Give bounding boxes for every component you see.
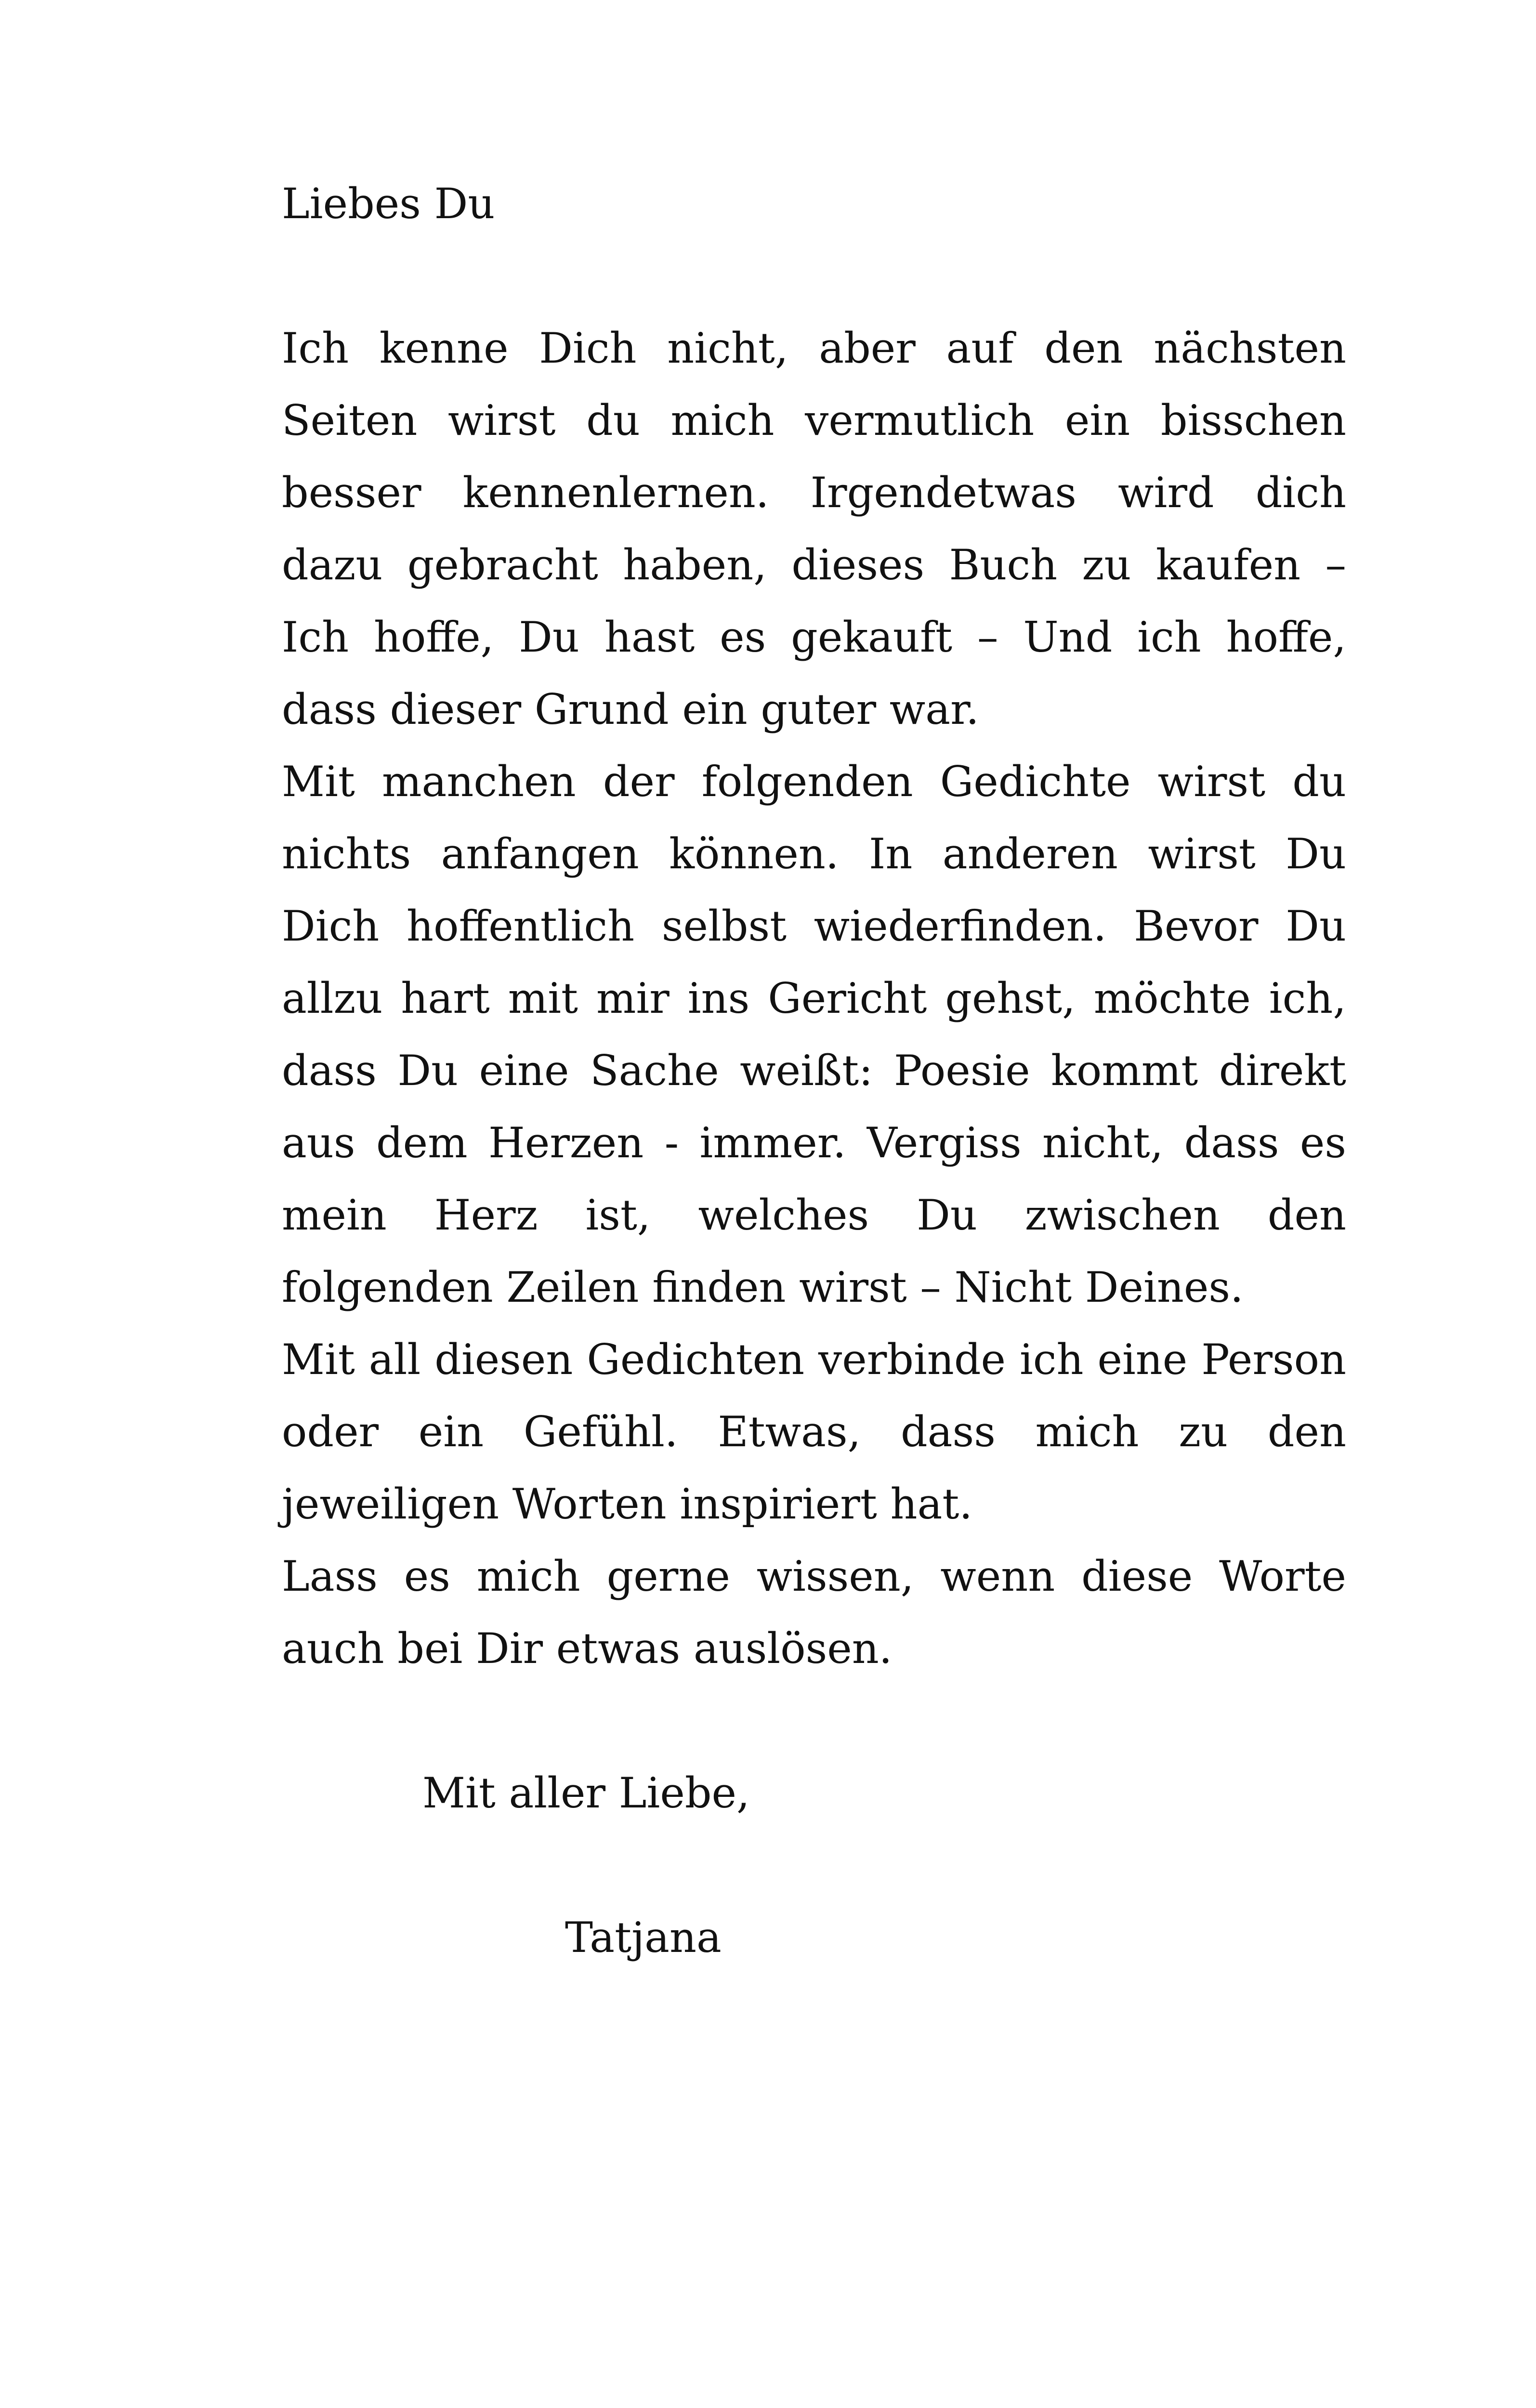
letter-paragraph-1: Ich kenne Dich nicht, aber auf den nächsten Seiten wirst du mich vermutlich ein bisschen besser kennenlernen. Irgendetwas wird dich dazu gebracht haben, dieses Buch zu kaufen – Ich hoffe, Du hast es gekauft – Und ich hoffe, dass dieser Grund ein guter war.: [282, 324, 1346, 734]
letter-paragraph-3: Mit all diesen Gedichten verbinde ich eine Person oder ein Gefühl. Etwas, dass mich zu den jeweiligen Worten inspiriert hat.: [282, 1335, 1346, 1529]
letter-signature: Tatjana: [565, 1913, 722, 1962]
letter-body: [282, 312, 1346, 1685]
letter-paragraph-4: Lass es mich gerne wissen, wenn diese Worte auch bei Dir etwas auslösen.: [282, 1552, 1346, 1673]
letter-paragraph-2: Mit manchen der folgenden Gedichte wirst du nichts anfangen können. In anderen wirst Du Dich hoffentlich selbst wiederfinden. Bevor Du allzu hart mit mir ins Gericht gehst, möchte ich, dass Du eine Sache weißt: Poesie kommt direkt aus dem Herzen - immer. Vergiss nicht, dass es mein Herz ist, welches Du zwischen den folgenden Zeilen finden wirst – Nicht Deines.: [282, 757, 1346, 1312]
letter-salutation: Liebes Du: [282, 179, 495, 228]
letter-closing: Mit aller Liebe,: [422, 1768, 750, 1818]
